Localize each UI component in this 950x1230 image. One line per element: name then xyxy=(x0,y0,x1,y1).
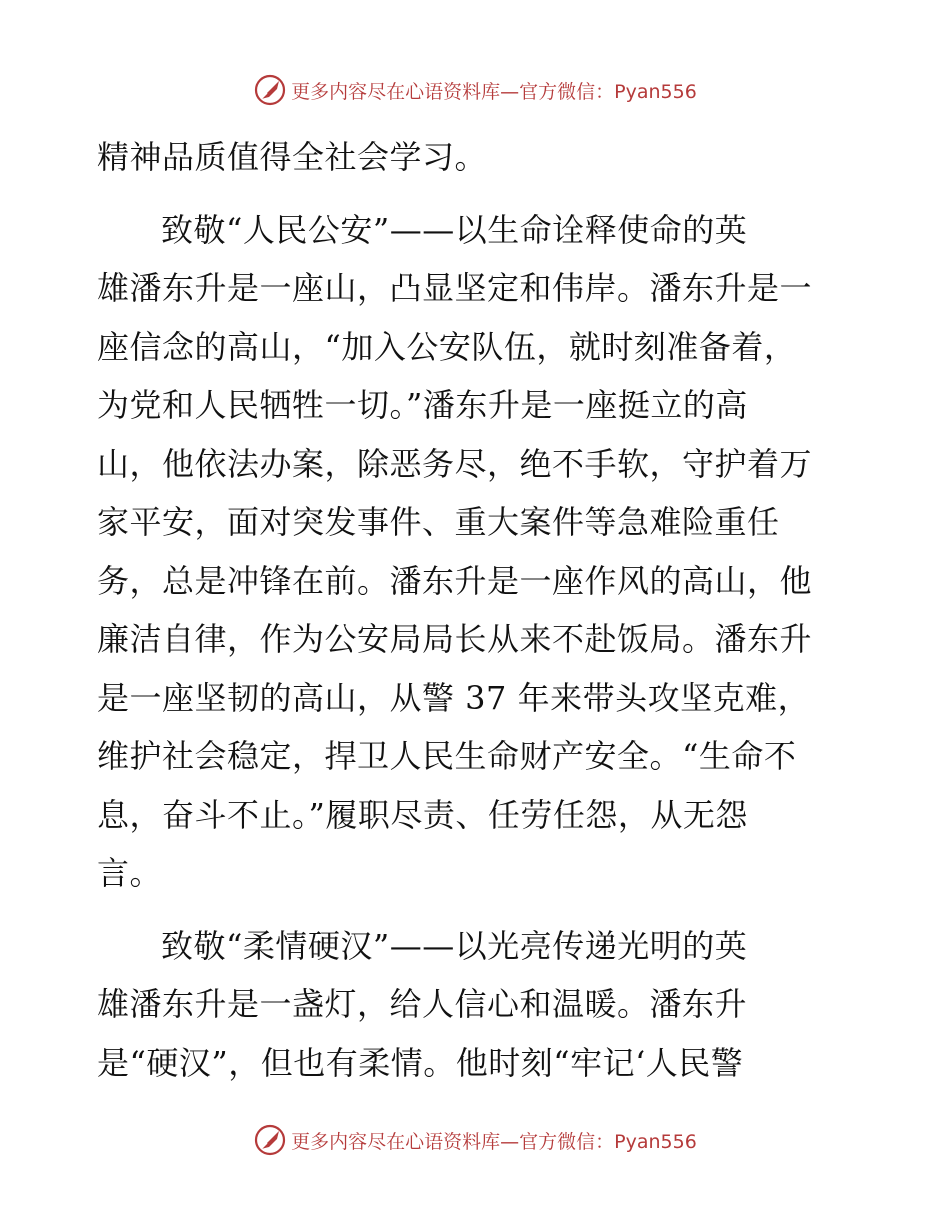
text-line: 为党和人民牺牲一切。”潘东升是一座挺立的高 xyxy=(97,386,748,424)
text-line: 维护社会稳定，捍卫人民生命财产安全。“生命不 xyxy=(97,737,797,775)
text-line: 是“硬汉”，但也有柔情。他时刻“牢记‘人民警 xyxy=(97,1043,744,1082)
text-line: 致敬“人民公安”——以生命诠释使命的英 xyxy=(97,210,748,249)
text-line: 雄潘东升是一盏灯，给人信心和温暖。潘东升 xyxy=(97,985,748,1023)
document-body xyxy=(97,128,857,1092)
text-line: 息，奋斗不止。”履职尽责、任劳任怨，从无怨 xyxy=(97,795,748,834)
paragraph-1 xyxy=(97,128,857,187)
text-line: 廉洁自律，作为公安局局长从来不赴饭局。潘东升 xyxy=(97,620,813,658)
footer-watermark-text: 更多内容尽在心语资料库—官方微信：Pyan556 xyxy=(291,1130,697,1153)
text-line: 山，他依法办案，除恶务尽，绝不手软，守护着万 xyxy=(97,444,813,483)
text-line: 雄潘东升是一座山，凸显坚定和伟岸。潘东升是一 xyxy=(97,269,813,307)
paragraph-3 xyxy=(97,917,857,1093)
text-line: 务，总是冲锋在前。潘东升是一座作风的高山，他 xyxy=(97,561,813,600)
quill-logo-icon xyxy=(253,73,287,107)
text-line: 是一座坚韧的高山，从警 37 年来带头攻坚克难， xyxy=(97,678,811,717)
quill-logo-icon xyxy=(253,1123,287,1157)
paragraph-2 xyxy=(97,201,857,903)
text-line: 致敬“柔情硬汉”——以光亮传递光明的英 xyxy=(97,926,748,965)
text-line: 言。 xyxy=(97,854,163,892)
footer-watermark xyxy=(0,1120,950,1160)
text-line: 家平安，面对突发事件、重大案件等急难险重任 xyxy=(97,503,780,541)
header-watermark xyxy=(0,70,950,110)
text-line: 精神品质值得全社会学习。 xyxy=(97,138,488,176)
header-watermark-text: 更多内容尽在心语资料库—官方微信：Pyan556 xyxy=(291,80,697,103)
text-line: 座信念的高山，“加入公安队伍，就时刻准备着， xyxy=(97,327,797,366)
